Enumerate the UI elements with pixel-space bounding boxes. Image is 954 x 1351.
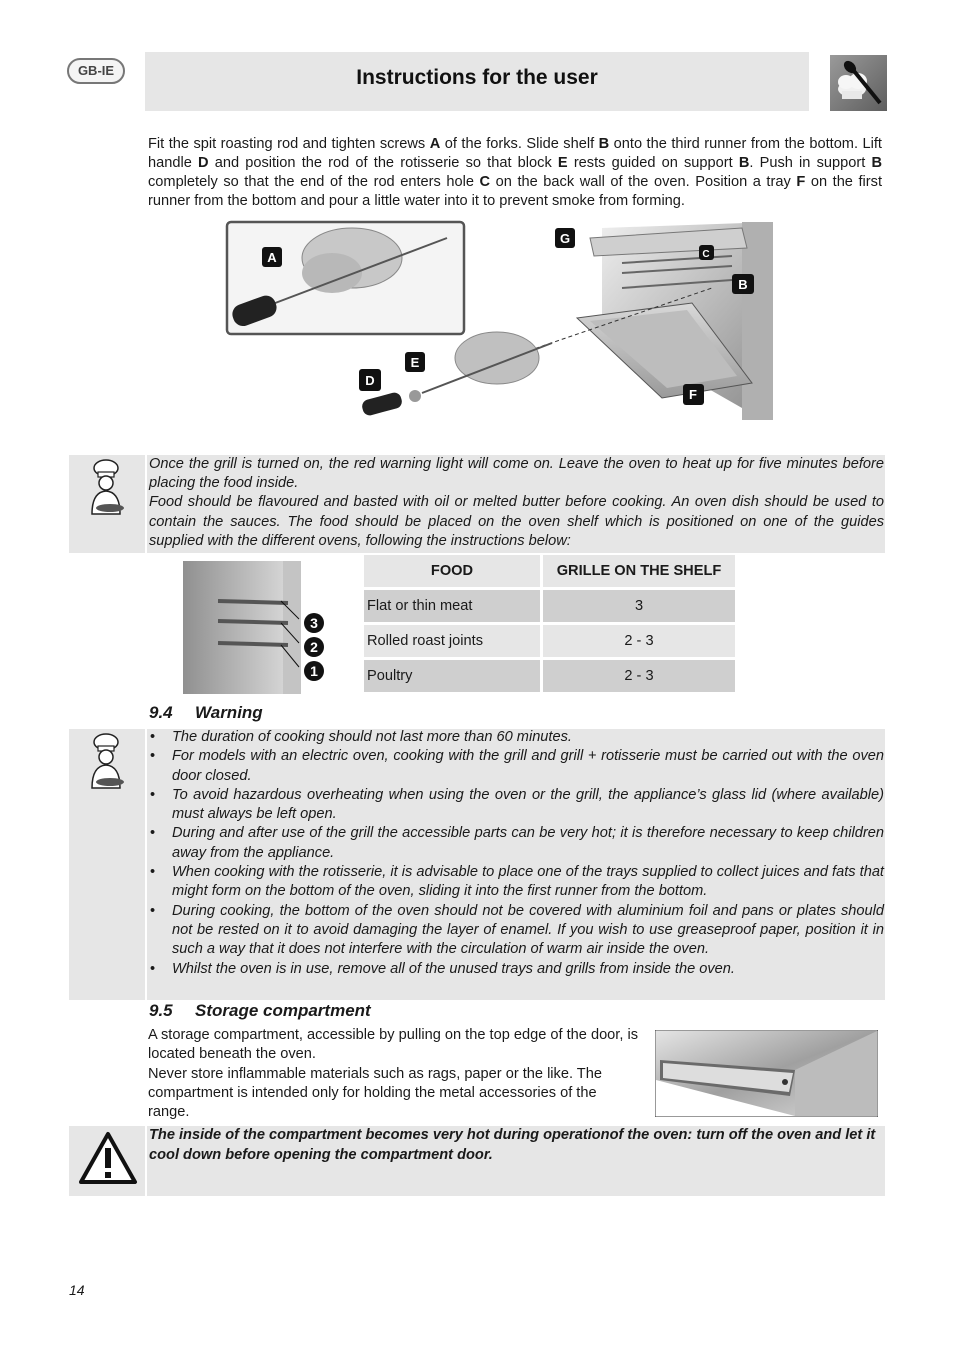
table-header-cell: FOOD xyxy=(364,555,543,590)
svg-text:1: 1 xyxy=(310,663,318,679)
table-row xyxy=(364,660,735,695)
list-item: • During cooking, the bottom of the oven should not be covered with aluminium foil and pans or plates should not be rested on it to avoid damaging the layer of enamel. If you wish to use greaseproof paper, position it in such a way that it does not interfere with the circulation of warm air inside the oven. xyxy=(149,902,884,960)
svg-text:F: F xyxy=(689,387,697,402)
spoon-chef-hat-icon xyxy=(830,55,887,111)
list-item: • When cooking with the rotisserie, it is advisable to place one of the trays supplied to collect juices and fats that might form on the bottom of the oven, sliding it into the first runner from the bottom. xyxy=(149,863,884,902)
table-header-cell: GRILLE ON THE SHELF xyxy=(543,555,735,590)
shelf-position-diagram xyxy=(183,561,333,694)
svg-text:B: B xyxy=(738,277,748,292)
header-bar xyxy=(145,52,809,111)
storage-compartment-image xyxy=(655,1030,878,1117)
caution-divider xyxy=(145,1126,147,1196)
note-text: Once the grill is turned on, the red warning light will come on. Leave the oven to heat up for five minutes before placing the food inside. Food should be flavoured and basted with oil or melted butter before cooking. An oven dish should be used to contain the sauces. The food should be placed on the oven shelf which is positioned on one of the guides supplied with the different ovens, following the instructions below: xyxy=(149,456,884,549)
svg-text:C: C xyxy=(702,249,710,260)
region-badge: GB-IE xyxy=(67,58,125,84)
svg-text:2: 2 xyxy=(310,639,318,655)
food-shelf-table xyxy=(364,555,735,695)
table-cell-shelf: 2 - 3 xyxy=(543,660,735,695)
svg-text:D: D xyxy=(365,373,375,388)
rotisserie-diagram xyxy=(222,218,778,424)
warning-divider xyxy=(145,729,147,1000)
table-cell-shelf: 2 - 3 xyxy=(543,625,735,660)
table-cell-food: Poultry xyxy=(364,660,543,695)
table-cell-food: Flat or thin meat xyxy=(364,590,543,625)
list-item: • Whilst the oven is in use, remove all of the unused trays and grills from inside the oven. xyxy=(149,960,884,979)
warning-heading: 9.4 Warning xyxy=(149,703,263,722)
table-cell-shelf: 3 xyxy=(543,590,735,625)
table-row xyxy=(364,625,735,660)
note-divider xyxy=(145,455,147,553)
chef-icon xyxy=(80,458,132,520)
list-item: • To avoid hazardous overheating when using the oven or the grill, the appliance’s glass lid (where available) must always be left open. xyxy=(149,786,884,825)
svg-text:A: A xyxy=(267,250,277,265)
page-number: 14 xyxy=(69,1282,85,1298)
list-item: • During and after use of the grill the accessible parts can be very hot; it is therefore necessary to keep children away from the appliance. xyxy=(149,824,884,863)
list-item: • For models with an electric oven, cooking with the grill and grill + rotisserie must be carried out with the oven door closed. xyxy=(149,747,884,786)
chef-icon xyxy=(80,732,132,794)
intro-paragraph: Fit the spit roasting rod and tighten screws A of the forks. Slide shelf B onto the third runner from the bottom. Lift handle D and position the rod of the rotisserie so that block E rests guided on support B. Push in support B completely so that the end of the rod enters hole C on the back wall of the oven. Position a tray F on the first runner from the bottom and pour a little water into it to prevent smoke from forming. xyxy=(148,136,882,209)
storage-heading: 9.5 Storage compartment xyxy=(149,1001,371,1020)
warning-triangle-icon xyxy=(78,1130,138,1186)
warning-list xyxy=(149,728,884,979)
page-title: Instructions for the user xyxy=(356,66,598,89)
svg-text:G: G xyxy=(559,231,571,246)
list-item: • The duration of cooking should not last more than 60 minutes. xyxy=(149,728,884,747)
table-cell-food: Rolled roast joints xyxy=(364,625,543,660)
storage-text: A storage compartment, accessible by pulling on the top edge of the door, is located beneath the oven. Never store inflammable materials such as rags, paper or the like. The compartment is intended only for holding the metal accessories of the range. xyxy=(148,1027,639,1121)
table-row xyxy=(364,590,735,625)
svg-text:E: E xyxy=(410,355,420,370)
table-header-row xyxy=(364,555,735,590)
caution-text: The inside of the compartment becomes very hot during operationof the oven: turn off the oven and let it cool down before opening the compartment door. xyxy=(149,1127,876,1163)
svg-text:3: 3 xyxy=(310,615,318,631)
